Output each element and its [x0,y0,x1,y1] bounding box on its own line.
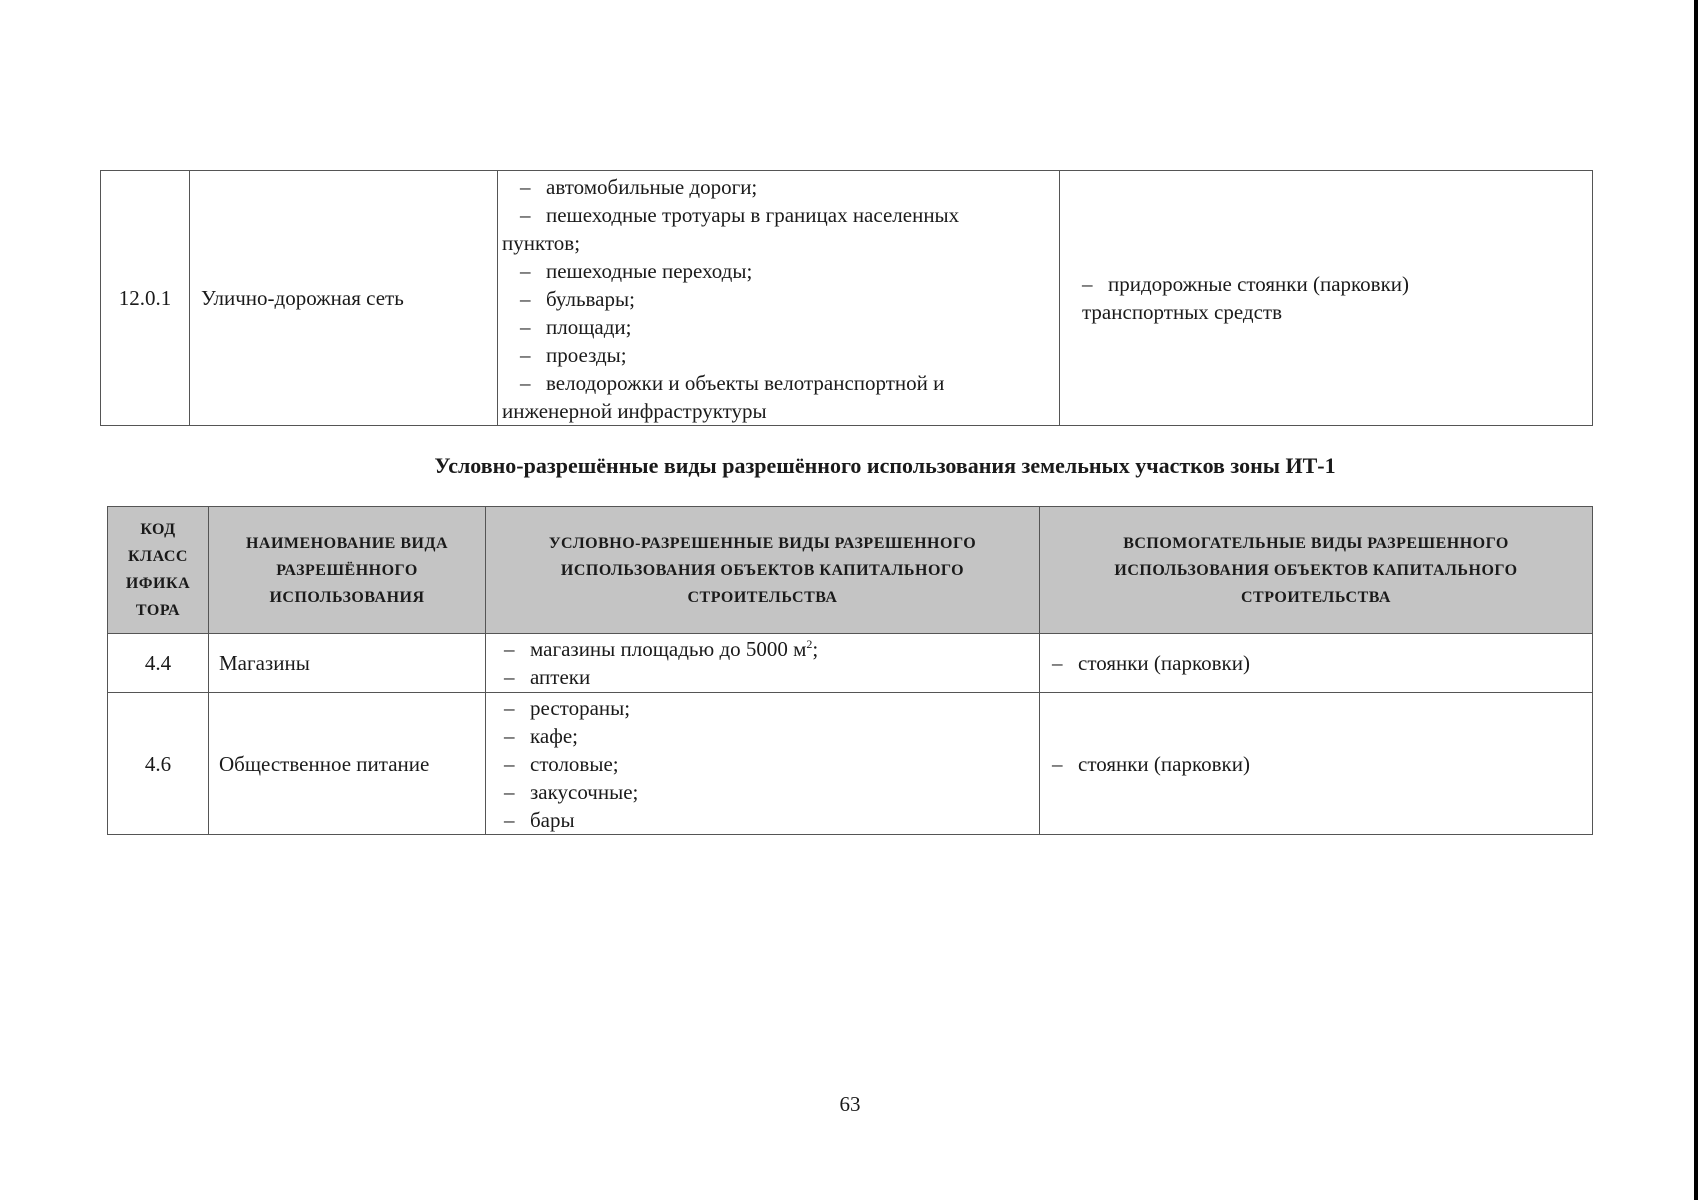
list-item: – бульвары; [520,287,635,311]
list-item: – бары [504,807,575,832]
header-name: НАИМЕНОВАНИЕ ВИДА РАЗРЕШЁННОГО ИСПОЛЬЗОВАНИЯ [209,507,486,634]
list-item: – велодорожки и объекты велотранспортной и [520,371,945,395]
list-item: – пешеходные тротуары в границах населенных [520,203,960,227]
auxiliary-uses [1060,171,1593,426]
section-heading: Условно-разрешённые виды разрешённого использования земельных участков зоны ИТ-1 [434,453,1336,478]
list-item: – стоянки (парковки) [1052,751,1250,776]
page-number: 63 [839,1092,861,1116]
list-item: – проезды; [520,343,627,367]
table-row [101,171,1593,426]
list-item: – пешеходные переходы; [520,259,753,283]
table-header-row [108,507,1593,634]
classifier-code: 4.4 [108,634,209,693]
list-item: – кафе; [504,723,578,748]
list-item: – площади; [520,315,632,339]
list-item: – магазины площадью до 5000 $м^2$; [504,637,819,661]
use-name: Общественное питание [209,693,486,835]
list-item: – аптеки [504,665,591,689]
list-item-continuation: транспортных средств [1082,300,1283,324]
page-edge [1694,0,1698,1200]
list-item-continuation: пунктов; [502,231,581,255]
header-main-uses: УСЛОВНО-РАЗРЕШЕННЫЕ ВИДЫ РАЗРЕШЕННОГО ИСПОЛЬЗОВАНИЯ ОБЪЕКТОВ КАПИТАЛЬНОГО СТРОИТЕЛЬСТВА [486,507,1040,634]
header-code: КОД КЛАСС ИФИКА ТОРА [108,507,209,634]
list-item: – столовые; [504,751,619,776]
list-item: – закусочные; [504,779,639,804]
list-item: – автомобильные дороги; [520,175,758,199]
use-name: Магазины [209,634,486,693]
list-item: – рестораны; [504,695,631,720]
use-name: Улично-дорожная сеть [190,171,498,426]
list-item: – придорожные стоянки (парковки) [1082,272,1410,296]
land-use-table-main [100,170,1593,426]
classifier-code: 4.6 [108,693,209,835]
auxiliary-uses [1040,693,1593,835]
list-item: – стоянки (парковки) [1052,651,1250,675]
main-uses-list [498,171,1060,426]
list-item-continuation: инженерной инфраструктуры [502,399,767,423]
table-row [108,634,1593,693]
header-aux-uses: ВСПОМОГАТЕЛЬНЫЕ ВИДЫ РАЗРЕШЕННОГО ИСПОЛЬЗОВАНИЯ ОБЪЕКТОВ КАПИТАЛЬНОГО СТРОИТЕЛЬСТВА [1040,507,1593,634]
table-row [108,693,1593,835]
conditional-uses-table [107,506,1593,835]
main-uses-list [486,634,1040,693]
main-uses-list [486,693,1040,835]
classifier-code: 12.0.1 [101,171,190,426]
auxiliary-uses [1040,634,1593,693]
